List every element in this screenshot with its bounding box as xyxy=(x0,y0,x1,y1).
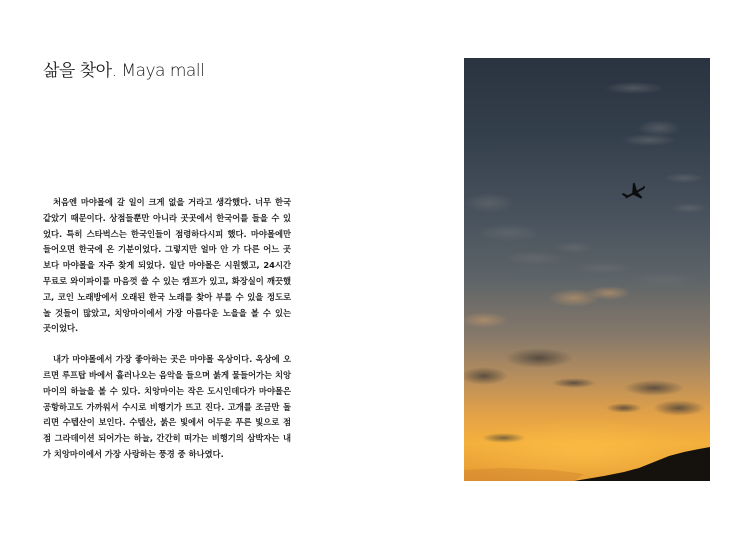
cloud-group-middle xyxy=(464,193,707,328)
airplane-icon xyxy=(620,179,649,205)
article-paragraph-1: 처음엔 마야몰에 갈 일이 크게 없을 거라고 생각했다. 너무 한국 같았기 때문이다. 상점들뿐만 아니라 곳곳에서 한국어를 들을 수 있었다. 특히 스타벅스는 한국인들이 점령하다시피 했다. 마야몰에만 들어오면 한국에 온 기분이었다. 그렇지만 얼마 안 가 다른 어느 곳보다 마야몰을 자주 찾게 되었다. 일단 마야몰은 시원했고, 24시간 무료로 와이파이를 마음껏 쓸 수 있는 캠프가 있고, 화장실이 깨끗했고, 코인 노래방에서 오래된 한국 노래를 찾아 부를 수 있을 정도로 놀 것들이 많았고, 치앙마이에서 가장 아름다운 노을을 볼 수 있는 곳이었다. xyxy=(43,197,291,334)
cloud-group-upper xyxy=(604,82,704,183)
page-title: 삶을 찾아. Maya mall xyxy=(43,61,205,81)
sunset-sky-photo xyxy=(464,58,710,481)
article-body xyxy=(43,195,291,463)
sunset-sky-illustration xyxy=(464,58,710,481)
article-paragraph-2: 내가 마야몰에서 가장 좋아하는 곳은 마야몰 옥상이다. 옥상에 오르면 루프탑 바에서 흘러나오는 음악을 들으며 붉게 물들어가는 치앙마이의 하늘을 볼 수 있다. 치앙마이는 작은 도시인데다가 마야몰은 공항하고도 가까워서 수시로 비행기가 뜨고 진다. 고개를 조금만 돌리면 수텝산이 보인다. 수텝산, 붉은 빛에서 어두운 푸른 빛으로 점점 그라데이션 되어가는 하늘, 간간히 떠가는 비행기의 삼박자는 내가 치앙마이에서 가장 사랑하는 풍경 중 하나였다. xyxy=(43,354,291,459)
